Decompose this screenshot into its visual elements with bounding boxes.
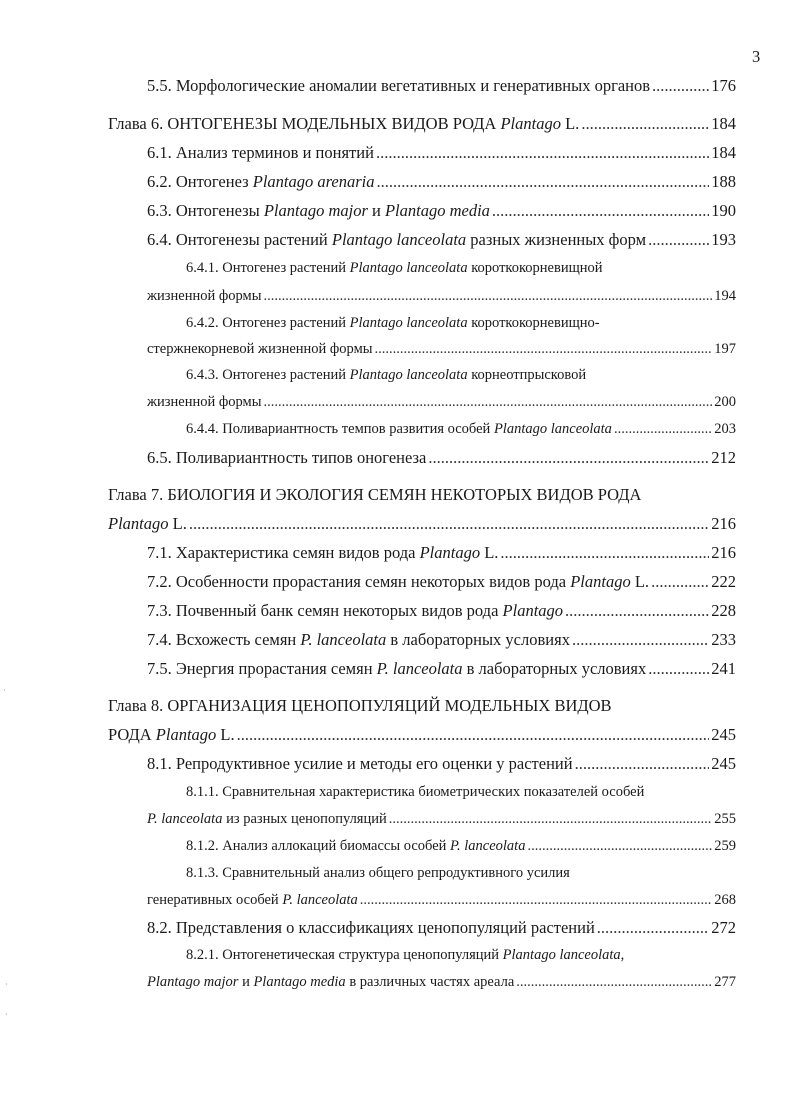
toc-entry-6-4-3: 6.4.3. Онтогенез растений Plantago lanceolata корнеотпрысковой	[186, 367, 587, 383]
toc-page-ref: 197	[714, 341, 736, 357]
leader-dots	[651, 574, 709, 591]
toc-page-ref: 188	[711, 172, 736, 191]
toc-page-ref: 200	[714, 394, 736, 410]
toc-page-ref: 194	[714, 288, 736, 304]
toc-chapter-7: Глава 7. БИОЛОГИЯ И ЭКОЛОГИЯ СЕМЯН НЕКОТОРЫХ ВИДОВ РОДА	[108, 485, 642, 504]
toc-entry-6-4-3-cont: жизненной формы ..... 200	[147, 395, 736, 410]
toc-entry-6-4-1: 6.4.1. Онтогенез растений Plantago lanceolata короткокорневищной	[186, 260, 603, 276]
toc-entry-6-4-1-cont: жизненной формы ..... 194	[147, 289, 736, 304]
toc-entry-8-1-1: 8.1.1. Сравнительная характеристика биометрических показателей особей	[186, 784, 645, 800]
toc-entry-8-1-2: 8.1.2. Анализ аллокаций биомассы особей P. lanceolata ..... 259	[186, 839, 736, 854]
toc-chapter-6: Глава 6. ОНТОГЕНЕЗЫ МОДЕЛЬНЫХ ВИДОВ РОДА Plantago L. ..... 184	[108, 116, 736, 133]
toc-page-ref: 268	[714, 892, 736, 908]
toc-entry-6-5: 6.5. Поливариантность типов оногенеза ..... 212	[147, 450, 736, 467]
leader-dots	[428, 450, 709, 467]
toc-page-ref: 245	[711, 754, 736, 773]
scan-speck: ·	[3, 686, 6, 695]
leader-dots	[189, 516, 709, 533]
toc-page-ref: 245	[711, 725, 736, 744]
toc-chapter-8: Глава 8. ОРГАНИЗАЦИЯ ЦЕНОПОПУЛЯЦИЙ МОДЕЛЬНЫХ ВИДОВ	[108, 696, 612, 715]
toc-page-ref: 259	[714, 838, 736, 854]
scan-speck: ·	[5, 980, 8, 989]
page-number: 3	[752, 47, 761, 66]
leader-dots	[575, 756, 710, 773]
leader-dots	[581, 116, 709, 133]
toc-chapter-8-cont: РОДА Plantago L. ..... 245	[108, 727, 736, 744]
toc-page-ref: 212	[711, 448, 736, 467]
toc-entry-8-1: 8.1. Репродуктивное усилие и методы его оценки у растений ..... 245	[147, 756, 736, 773]
leader-dots	[360, 893, 712, 908]
toc-page-ref: 203	[714, 421, 736, 437]
scan-speck: ·	[5, 1010, 8, 1019]
toc-page-ref: 216	[711, 514, 736, 533]
leader-dots	[516, 975, 712, 990]
leader-dots	[652, 78, 709, 95]
toc-page-ref: 233	[711, 630, 736, 649]
toc-entry-6-4: 6.4. Онтогенезы растений Plantago lanceolata разных жизненных форм ..... 193	[147, 232, 736, 249]
toc-entry-8-2-1: 8.2.1. Онтогенетическая структура ценопопуляций Plantago lanceolata,	[186, 947, 625, 963]
leader-dots	[492, 203, 709, 220]
leader-dots	[237, 727, 710, 744]
toc-entry-6-2: 6.2. Онтогенез Plantago arenaria ..... 188	[147, 174, 736, 191]
toc-page-ref: 272	[711, 918, 736, 937]
leader-dots	[263, 395, 712, 410]
leader-dots	[389, 812, 712, 827]
toc-entry-6-1: 6.1. Анализ терминов и понятий ..... 184	[147, 145, 736, 162]
toc-page-ref: 241	[711, 659, 736, 678]
leader-dots	[648, 661, 709, 678]
toc-page-ref: 255	[714, 811, 736, 827]
toc-entry-7-5: 7.5. Энергия прорастания семян P. lanceolata в лабораторных условиях ..... 241	[147, 661, 736, 678]
leader-dots	[565, 603, 709, 620]
toc-entry-5-5: 5.5. Морфологические аномалии вегетативных и генеративных органов ..... 176	[147, 78, 736, 95]
toc-entry-7-1: 7.1. Характеристика семян видов рода Plantago L. ..... 216	[147, 545, 736, 562]
toc-entry-8-1-3: 8.1.3. Сравнительный анализ общего репродуктивного усилия	[186, 865, 570, 881]
toc-chapter-7-cont: Plantago L. ..... 216	[108, 516, 736, 533]
leader-dots	[375, 342, 713, 357]
toc-page-ref: 184	[711, 114, 736, 133]
toc-entry-6-4-2: 6.4.2. Онтогенез растений Plantago lanceolata короткокорневищно-	[186, 315, 600, 331]
leader-dots	[614, 422, 712, 437]
toc-page-ref: 193	[711, 230, 736, 249]
leader-dots	[597, 920, 709, 937]
toc-page-ref: 277	[714, 974, 736, 990]
toc-entry-7-2: 7.2. Особенности прорастания семян некоторых видов рода Plantago L. ..... 222	[147, 574, 736, 591]
toc-entry-6-4-4: 6.4.4. Поливариантность темпов развития особей Plantago lanceolata ..... 203	[186, 422, 736, 437]
toc-entry-8-1-3-cont: генеративных особей P. lanceolata ..... 268	[147, 893, 736, 908]
toc-page-ref: 176	[711, 76, 736, 95]
leader-dots	[648, 232, 709, 249]
toc-page-ref: 184	[711, 143, 736, 162]
toc-entry-7-3: 7.3. Почвенный банк семян некоторых видов рода Plantago ..... 228	[147, 603, 736, 620]
leader-dots	[377, 174, 710, 191]
toc-entry-7-4: 7.4. Всхожесть семян P. lanceolata в лабораторных условиях ..... 233	[147, 632, 736, 649]
toc-page-ref: 190	[711, 201, 736, 220]
leader-dots	[263, 289, 712, 304]
leader-dots	[527, 839, 712, 854]
toc-entry-8-2-1-cont: Plantago major и Plantago media в различных частях ареала ..... 277	[147, 975, 736, 990]
toc-page-ref: 222	[711, 572, 736, 591]
leader-dots	[572, 632, 709, 649]
toc-entry-6-4-2-cont: стержнекорневой жизненной формы ..... 197	[147, 342, 736, 357]
leader-dots	[500, 545, 709, 562]
toc-entry-8-1-1-cont: P. lanceolata из разных ценопопуляций ..... 255	[147, 812, 736, 827]
toc-entry-6-3: 6.3. Онтогенезы Plantago major и Plantago media ..... 190	[147, 203, 736, 220]
toc-page-ref: 216	[711, 543, 736, 562]
toc-page-ref: 228	[711, 601, 736, 620]
toc-entry-8-2: 8.2. Представления о классификациях ценопопуляций растений ..... 272	[147, 920, 736, 937]
leader-dots	[376, 145, 709, 162]
